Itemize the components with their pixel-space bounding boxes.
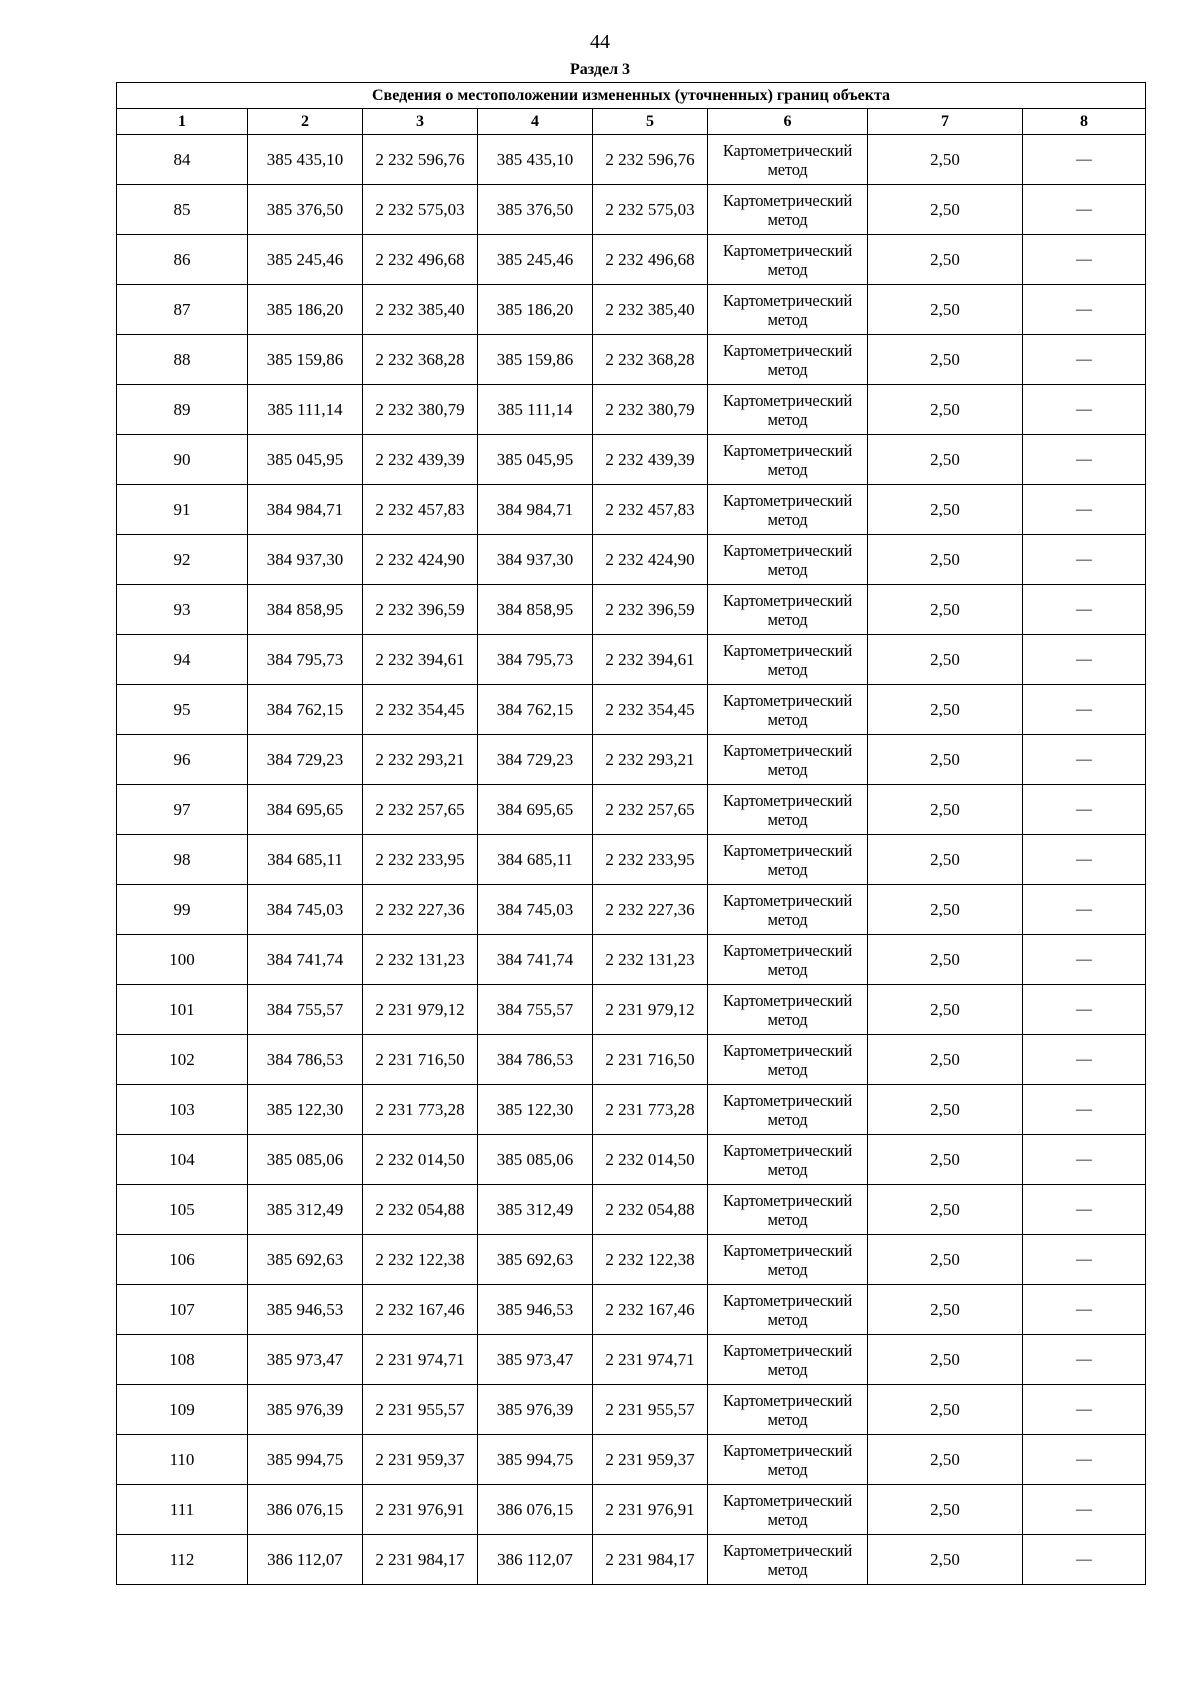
table-cell-col-1: 104 bbox=[117, 1135, 248, 1185]
table-cell-col-2: 385 976,39 bbox=[248, 1385, 363, 1435]
table-cell-col-6: Картометрический метод bbox=[708, 1535, 868, 1585]
table-row bbox=[117, 1235, 1146, 1285]
table-cell-col-8: — bbox=[1023, 885, 1146, 935]
table-cell-col-2: 385 085,06 bbox=[248, 1135, 363, 1185]
table-cell-col-1: 98 bbox=[117, 835, 248, 885]
table-cell-col-2: 385 994,75 bbox=[248, 1435, 363, 1485]
table-cell-col-2: 384 685,11 bbox=[248, 835, 363, 885]
table-cell-col-6: Картометрический метод bbox=[708, 1035, 868, 1085]
table-cell-col-1: 106 bbox=[117, 1235, 248, 1285]
table-cell-col-2: 386 076,15 bbox=[248, 1485, 363, 1535]
table-cell-col-3: 2 232 014,50 bbox=[363, 1135, 478, 1185]
table-cell-col-2: 384 937,30 bbox=[248, 535, 363, 585]
table-cell-col-3: 2 232 575,03 bbox=[363, 185, 478, 235]
table-row bbox=[117, 1085, 1146, 1135]
table-cell-col-4: 385 186,20 bbox=[478, 285, 593, 335]
table-cell-col-1: 86 bbox=[117, 235, 248, 285]
table-cell-col-8: — bbox=[1023, 1285, 1146, 1335]
table-cell-col-3: 2 232 457,83 bbox=[363, 485, 478, 535]
table-cell-col-7: 2,50 bbox=[868, 485, 1023, 535]
table-cell-col-4: 384 795,73 bbox=[478, 635, 593, 685]
table-cell-col-7: 2,50 bbox=[868, 1285, 1023, 1335]
table-cell-col-1: 112 bbox=[117, 1535, 248, 1585]
table-cell-col-8: — bbox=[1023, 635, 1146, 685]
table-cell-col-5: 2 231 979,12 bbox=[593, 985, 708, 1035]
table-cell-col-5: 2 232 385,40 bbox=[593, 285, 708, 335]
table-cell-col-6: Картометрический метод bbox=[708, 1285, 868, 1335]
table-cell-col-3: 2 232 396,59 bbox=[363, 585, 478, 635]
table-cell-col-7: 2,50 bbox=[868, 585, 1023, 635]
table-cell-col-5: 2 232 227,36 bbox=[593, 885, 708, 935]
table-cell-col-4: 385 376,50 bbox=[478, 185, 593, 235]
table-cell-col-4: 384 755,57 bbox=[478, 985, 593, 1035]
table-cell-col-5: 2 232 380,79 bbox=[593, 385, 708, 435]
table-row bbox=[117, 1285, 1146, 1335]
table-cell-col-1: 101 bbox=[117, 985, 248, 1035]
table-cell-col-8: — bbox=[1023, 685, 1146, 735]
table-cell-col-1: 105 bbox=[117, 1185, 248, 1235]
table-cell-col-8: — bbox=[1023, 1035, 1146, 1085]
table-cell-col-1: 90 bbox=[117, 435, 248, 485]
table-cell-col-6: Картометрический метод bbox=[708, 885, 868, 935]
table-cell-col-5: 2 232 457,83 bbox=[593, 485, 708, 535]
table-cell-col-5: 2 232 293,21 bbox=[593, 735, 708, 785]
table-cell-col-3: 2 232 257,65 bbox=[363, 785, 478, 835]
table-cell-col-7: 2,50 bbox=[868, 135, 1023, 185]
table-cell-col-7: 2,50 bbox=[868, 1335, 1023, 1385]
table-cell-col-1: 92 bbox=[117, 535, 248, 585]
table-cell-col-1: 107 bbox=[117, 1285, 248, 1335]
table-cell-col-8: — bbox=[1023, 1135, 1146, 1185]
table-cell-col-1: 96 bbox=[117, 735, 248, 785]
table-row bbox=[117, 935, 1146, 985]
table-cell-col-8: — bbox=[1023, 1535, 1146, 1585]
column-number-7: 7 bbox=[868, 109, 1023, 135]
table-cell-col-1: 100 bbox=[117, 935, 248, 985]
table-cell-col-4: 385 245,46 bbox=[478, 235, 593, 285]
table-row bbox=[117, 385, 1146, 435]
table-cell-col-3: 2 232 354,45 bbox=[363, 685, 478, 735]
table-row bbox=[117, 1035, 1146, 1085]
table-cell-col-1: 111 bbox=[117, 1485, 248, 1535]
table-cell-col-4: 385 946,53 bbox=[478, 1285, 593, 1335]
table-cell-col-8: — bbox=[1023, 1235, 1146, 1285]
table-cell-col-8: — bbox=[1023, 785, 1146, 835]
table-cell-col-3: 2 231 773,28 bbox=[363, 1085, 478, 1135]
table-cell-col-3: 2 232 380,79 bbox=[363, 385, 478, 435]
table-cell-col-2: 384 762,15 bbox=[248, 685, 363, 735]
table-row bbox=[117, 535, 1146, 585]
page-number: 44 bbox=[590, 31, 610, 53]
table-cell-col-6: Картометрический метод bbox=[708, 735, 868, 785]
table-row bbox=[117, 985, 1146, 1035]
table-cell-col-6: Картометрический метод bbox=[708, 635, 868, 685]
table-cell-col-8: — bbox=[1023, 185, 1146, 235]
table-cell-col-1: 108 bbox=[117, 1335, 248, 1385]
table-cell-col-1: 91 bbox=[117, 485, 248, 535]
table-cell-col-6: Картометрический метод bbox=[708, 485, 868, 535]
table-cell-col-7: 2,50 bbox=[868, 235, 1023, 285]
table-cell-col-6: Картометрический метод bbox=[708, 1235, 868, 1285]
table-cell-col-6: Картометрический метод bbox=[708, 1385, 868, 1435]
table-cell-col-5: 2 231 976,91 bbox=[593, 1485, 708, 1535]
table-cell-col-5: 2 232 054,88 bbox=[593, 1185, 708, 1235]
table-cell-col-6: Картометрический метод bbox=[708, 985, 868, 1035]
table-cell-col-8: — bbox=[1023, 1485, 1146, 1535]
table-caption: Сведения о местоположении измененных (уточненных) границ объекта bbox=[117, 83, 1146, 109]
table-cell-col-6: Картометрический метод bbox=[708, 585, 868, 635]
table-cell-col-5: 2 231 773,28 bbox=[593, 1085, 708, 1135]
table-cell-col-7: 2,50 bbox=[868, 985, 1023, 1035]
table-caption-row bbox=[117, 83, 1146, 109]
table-cell-col-7: 2,50 bbox=[868, 1535, 1023, 1585]
table-cell-col-4: 386 076,15 bbox=[478, 1485, 593, 1535]
table-cell-col-8: — bbox=[1023, 485, 1146, 535]
table-row bbox=[117, 1135, 1146, 1185]
table-cell-col-8: — bbox=[1023, 435, 1146, 485]
table-cell-col-5: 2 232 122,38 bbox=[593, 1235, 708, 1285]
column-number-2: 2 bbox=[248, 109, 363, 135]
table-cell-col-4: 385 973,47 bbox=[478, 1335, 593, 1385]
table-cell-col-2: 385 111,14 bbox=[248, 385, 363, 435]
table-cell-col-3: 2 231 716,50 bbox=[363, 1035, 478, 1085]
table-cell-col-7: 2,50 bbox=[868, 785, 1023, 835]
table-cell-col-2: 384 795,73 bbox=[248, 635, 363, 685]
table-cell-col-6: Картометрический метод bbox=[708, 285, 868, 335]
table-cell-col-7: 2,50 bbox=[868, 1385, 1023, 1435]
table-cell-col-7: 2,50 bbox=[868, 735, 1023, 785]
table-cell-col-3: 2 231 979,12 bbox=[363, 985, 478, 1035]
table-cell-col-3: 2 232 596,76 bbox=[363, 135, 478, 185]
table-cell-col-3: 2 232 368,28 bbox=[363, 335, 478, 385]
table-cell-col-6: Картометрический метод bbox=[708, 1485, 868, 1535]
table-cell-col-4: 385 085,06 bbox=[478, 1135, 593, 1185]
table-cell-col-5: 2 232 257,65 bbox=[593, 785, 708, 835]
table-cell-col-7: 2,50 bbox=[868, 835, 1023, 885]
table-cell-col-4: 385 111,14 bbox=[478, 385, 593, 435]
section-title: Раздел 3 bbox=[569, 61, 631, 78]
table-cell-col-3: 2 232 122,38 bbox=[363, 1235, 478, 1285]
table-cell-col-7: 2,50 bbox=[868, 885, 1023, 935]
table-cell-col-6: Картометрический метод bbox=[708, 135, 868, 185]
table-cell-col-6: Картометрический метод bbox=[708, 185, 868, 235]
table-cell-col-7: 2,50 bbox=[868, 1035, 1023, 1085]
table-cell-col-5: 2 232 596,76 bbox=[593, 135, 708, 185]
table-row bbox=[117, 185, 1146, 235]
table-cell-col-1: 97 bbox=[117, 785, 248, 835]
table-cell-col-4: 384 762,15 bbox=[478, 685, 593, 735]
table-cell-col-4: 385 976,39 bbox=[478, 1385, 593, 1435]
table-cell-col-1: 85 bbox=[117, 185, 248, 235]
table-cell-col-3: 2 231 955,57 bbox=[363, 1385, 478, 1435]
table-cell-col-3: 2 232 424,90 bbox=[363, 535, 478, 585]
table-cell-col-5: 2 231 984,17 bbox=[593, 1535, 708, 1585]
table-cell-col-2: 384 729,23 bbox=[248, 735, 363, 785]
column-number-5: 5 bbox=[593, 109, 708, 135]
table-cell-col-5: 2 232 354,45 bbox=[593, 685, 708, 735]
table-cell-col-8: — bbox=[1023, 735, 1146, 785]
table-cell-col-3: 2 232 054,88 bbox=[363, 1185, 478, 1235]
table-cell-col-8: — bbox=[1023, 1335, 1146, 1385]
table-cell-col-3: 2 232 227,36 bbox=[363, 885, 478, 935]
table-cell-col-6: Картометрический метод bbox=[708, 1435, 868, 1485]
table-cell-col-2: 386 112,07 bbox=[248, 1535, 363, 1585]
boundary-coordinates-table bbox=[116, 82, 1146, 1585]
table-cell-col-4: 385 159,86 bbox=[478, 335, 593, 385]
table-cell-col-1: 93 bbox=[117, 585, 248, 635]
table-cell-col-7: 2,50 bbox=[868, 435, 1023, 485]
table-cell-col-1: 84 bbox=[117, 135, 248, 185]
table-cell-col-2: 385 692,63 bbox=[248, 1235, 363, 1285]
table-cell-col-5: 2 231 974,71 bbox=[593, 1335, 708, 1385]
table-cell-col-3: 2 232 293,21 bbox=[363, 735, 478, 785]
table-cell-col-7: 2,50 bbox=[868, 185, 1023, 235]
table-cell-col-4: 384 937,30 bbox=[478, 535, 593, 585]
table-cell-col-2: 384 741,74 bbox=[248, 935, 363, 985]
table-cell-col-2: 385 435,10 bbox=[248, 135, 363, 185]
table-cell-col-4: 384 695,65 bbox=[478, 785, 593, 835]
table-cell-col-8: — bbox=[1023, 1385, 1146, 1435]
table-cell-col-1: 103 bbox=[117, 1085, 248, 1135]
column-number-1: 1 bbox=[117, 109, 248, 135]
table-row bbox=[117, 235, 1146, 285]
table-cell-col-4: 385 122,30 bbox=[478, 1085, 593, 1135]
table-cell-col-5: 2 231 959,37 bbox=[593, 1435, 708, 1485]
table-cell-col-3: 2 232 385,40 bbox=[363, 285, 478, 335]
table-cell-col-2: 384 745,03 bbox=[248, 885, 363, 935]
table-cell-col-5: 2 232 131,23 bbox=[593, 935, 708, 985]
table-cell-col-3: 2 232 394,61 bbox=[363, 635, 478, 685]
table-cell-col-4: 385 994,75 bbox=[478, 1435, 593, 1485]
table-row bbox=[117, 1385, 1146, 1435]
table-cell-col-7: 2,50 bbox=[868, 335, 1023, 385]
table-cell-col-5: 2 231 716,50 bbox=[593, 1035, 708, 1085]
table-cell-col-3: 2 231 976,91 bbox=[363, 1485, 478, 1535]
table-cell-col-7: 2,50 bbox=[868, 535, 1023, 585]
table-cell-col-2: 385 159,86 bbox=[248, 335, 363, 385]
table-row bbox=[117, 835, 1146, 885]
table-row bbox=[117, 735, 1146, 785]
table-cell-col-2: 385 376,50 bbox=[248, 185, 363, 235]
table-cell-col-8: — bbox=[1023, 1185, 1146, 1235]
table-cell-col-7: 2,50 bbox=[868, 1235, 1023, 1285]
table-cell-col-7: 2,50 bbox=[868, 285, 1023, 335]
table-cell-col-1: 87 bbox=[117, 285, 248, 335]
table-cell-col-5: 2 232 394,61 bbox=[593, 635, 708, 685]
table-cell-col-8: — bbox=[1023, 985, 1146, 1035]
table-cell-col-1: 99 bbox=[117, 885, 248, 935]
column-number-row bbox=[117, 109, 1146, 135]
table-cell-col-3: 2 232 439,39 bbox=[363, 435, 478, 485]
table-cell-col-6: Картометрический метод bbox=[708, 685, 868, 735]
table-row bbox=[117, 1485, 1146, 1535]
table-cell-col-5: 2 232 496,68 bbox=[593, 235, 708, 285]
table-row bbox=[117, 1335, 1146, 1385]
table-cell-col-8: — bbox=[1023, 285, 1146, 335]
table-cell-col-1: 109 bbox=[117, 1385, 248, 1435]
column-number-8: 8 bbox=[1023, 109, 1146, 135]
table-cell-col-6: Картометрический метод bbox=[708, 1335, 868, 1385]
table-cell-col-2: 385 946,53 bbox=[248, 1285, 363, 1335]
table-row bbox=[117, 135, 1146, 185]
table-cell-col-4: 384 685,11 bbox=[478, 835, 593, 885]
table-cell-col-6: Картометрический метод bbox=[708, 235, 868, 285]
table-row bbox=[117, 635, 1146, 685]
table-cell-col-3: 2 231 974,71 bbox=[363, 1335, 478, 1385]
table-cell-col-7: 2,50 bbox=[868, 1135, 1023, 1185]
table-cell-col-5: 2 232 368,28 bbox=[593, 335, 708, 385]
table-cell-col-2: 384 695,65 bbox=[248, 785, 363, 835]
table-cell-col-8: — bbox=[1023, 935, 1146, 985]
table-cell-col-7: 2,50 bbox=[868, 1185, 1023, 1235]
table-cell-col-4: 385 045,95 bbox=[478, 435, 593, 485]
table-cell-col-4: 385 692,63 bbox=[478, 1235, 593, 1285]
table-cell-col-8: — bbox=[1023, 135, 1146, 185]
table-cell-col-8: — bbox=[1023, 535, 1146, 585]
table-cell-col-3: 2 232 131,23 bbox=[363, 935, 478, 985]
table-cell-col-6: Картометрический метод bbox=[708, 335, 868, 385]
table-cell-col-2: 385 973,47 bbox=[248, 1335, 363, 1385]
table-cell-col-3: 2 232 233,95 bbox=[363, 835, 478, 885]
table-cell-col-8: — bbox=[1023, 335, 1146, 385]
table-cell-col-4: 384 858,95 bbox=[478, 585, 593, 635]
table-cell-col-2: 384 786,53 bbox=[248, 1035, 363, 1085]
table-cell-col-2: 385 186,20 bbox=[248, 285, 363, 335]
table-cell-col-1: 89 bbox=[117, 385, 248, 435]
table-cell-col-2: 384 755,57 bbox=[248, 985, 363, 1035]
table-cell-col-3: 2 231 959,37 bbox=[363, 1435, 478, 1485]
table-cell-col-6: Картометрический метод bbox=[708, 535, 868, 585]
table-cell-col-3: 2 232 496,68 bbox=[363, 235, 478, 285]
table-cell-col-1: 95 bbox=[117, 685, 248, 735]
column-number-3: 3 bbox=[363, 109, 478, 135]
table-cell-col-8: — bbox=[1023, 235, 1146, 285]
table-cell-col-2: 384 984,71 bbox=[248, 485, 363, 535]
table-row bbox=[117, 685, 1146, 735]
table-row bbox=[117, 485, 1146, 535]
table-cell-col-6: Картометрический метод bbox=[708, 385, 868, 435]
table-cell-col-4: 384 745,03 bbox=[478, 885, 593, 935]
table-cell-col-8: — bbox=[1023, 385, 1146, 435]
table-cell-col-2: 385 245,46 bbox=[248, 235, 363, 285]
table-cell-col-7: 2,50 bbox=[868, 685, 1023, 735]
table-cell-col-4: 384 984,71 bbox=[478, 485, 593, 535]
table-cell-col-2: 385 312,49 bbox=[248, 1185, 363, 1235]
table-cell-col-8: — bbox=[1023, 835, 1146, 885]
table-cell-col-5: 2 231 955,57 bbox=[593, 1385, 708, 1435]
table-cell-col-8: — bbox=[1023, 1435, 1146, 1485]
table-cell-col-4: 384 729,23 bbox=[478, 735, 593, 785]
table-cell-col-1: 94 bbox=[117, 635, 248, 685]
table-cell-col-6: Картометрический метод bbox=[708, 835, 868, 885]
table-cell-col-5: 2 232 233,95 bbox=[593, 835, 708, 885]
table-cell-col-4: 384 741,74 bbox=[478, 935, 593, 985]
table-cell-col-4: 385 435,10 bbox=[478, 135, 593, 185]
table-cell-col-7: 2,50 bbox=[868, 1085, 1023, 1135]
table-row bbox=[117, 1435, 1146, 1485]
table-row bbox=[117, 285, 1146, 335]
table-cell-col-3: 2 232 167,46 bbox=[363, 1285, 478, 1335]
table-cell-col-1: 88 bbox=[117, 335, 248, 385]
table-cell-col-6: Картометрический метод bbox=[708, 1185, 868, 1235]
table-cell-col-6: Картометрический метод bbox=[708, 435, 868, 485]
table-cell-col-8: — bbox=[1023, 1085, 1146, 1135]
table-cell-col-5: 2 232 424,90 bbox=[593, 535, 708, 585]
table-cell-col-2: 385 045,95 bbox=[248, 435, 363, 485]
table-cell-col-7: 2,50 bbox=[868, 385, 1023, 435]
table-cell-col-6: Картометрический метод bbox=[708, 785, 868, 835]
table-cell-col-5: 2 232 575,03 bbox=[593, 185, 708, 235]
column-number-4: 4 bbox=[478, 109, 593, 135]
table-cell-col-1: 102 bbox=[117, 1035, 248, 1085]
table-cell-col-5: 2 232 439,39 bbox=[593, 435, 708, 485]
table-cell-col-6: Картометрический метод bbox=[708, 1085, 868, 1135]
table-row bbox=[117, 785, 1146, 835]
table-cell-col-5: 2 232 396,59 bbox=[593, 585, 708, 635]
table-cell-col-2: 385 122,30 bbox=[248, 1085, 363, 1135]
table-row bbox=[117, 1535, 1146, 1585]
table-row bbox=[117, 585, 1146, 635]
table-cell-col-7: 2,50 bbox=[868, 935, 1023, 985]
table-cell-col-5: 2 232 014,50 bbox=[593, 1135, 708, 1185]
table-cell-col-3: 2 231 984,17 bbox=[363, 1535, 478, 1585]
table-cell-col-8: — bbox=[1023, 585, 1146, 635]
table-cell-col-4: 384 786,53 bbox=[478, 1035, 593, 1085]
table-row bbox=[117, 885, 1146, 935]
table-cell-col-4: 386 112,07 bbox=[478, 1535, 593, 1585]
table-cell-col-5: 2 232 167,46 bbox=[593, 1285, 708, 1335]
table-cell-col-6: Картометрический метод bbox=[708, 935, 868, 985]
table-cell-col-7: 2,50 bbox=[868, 1485, 1023, 1535]
table-cell-col-7: 2,50 bbox=[868, 1435, 1023, 1485]
table-cell-col-2: 384 858,95 bbox=[248, 585, 363, 635]
table-cell-col-4: 385 312,49 bbox=[478, 1185, 593, 1235]
table-body bbox=[117, 135, 1146, 1585]
column-number-6: 6 bbox=[708, 109, 868, 135]
table-row bbox=[117, 335, 1146, 385]
table-cell-col-6: Картометрический метод bbox=[708, 1135, 868, 1185]
table-row bbox=[117, 435, 1146, 485]
table-cell-col-7: 2,50 bbox=[868, 635, 1023, 685]
table-row bbox=[117, 1185, 1146, 1235]
table-cell-col-1: 110 bbox=[117, 1435, 248, 1485]
